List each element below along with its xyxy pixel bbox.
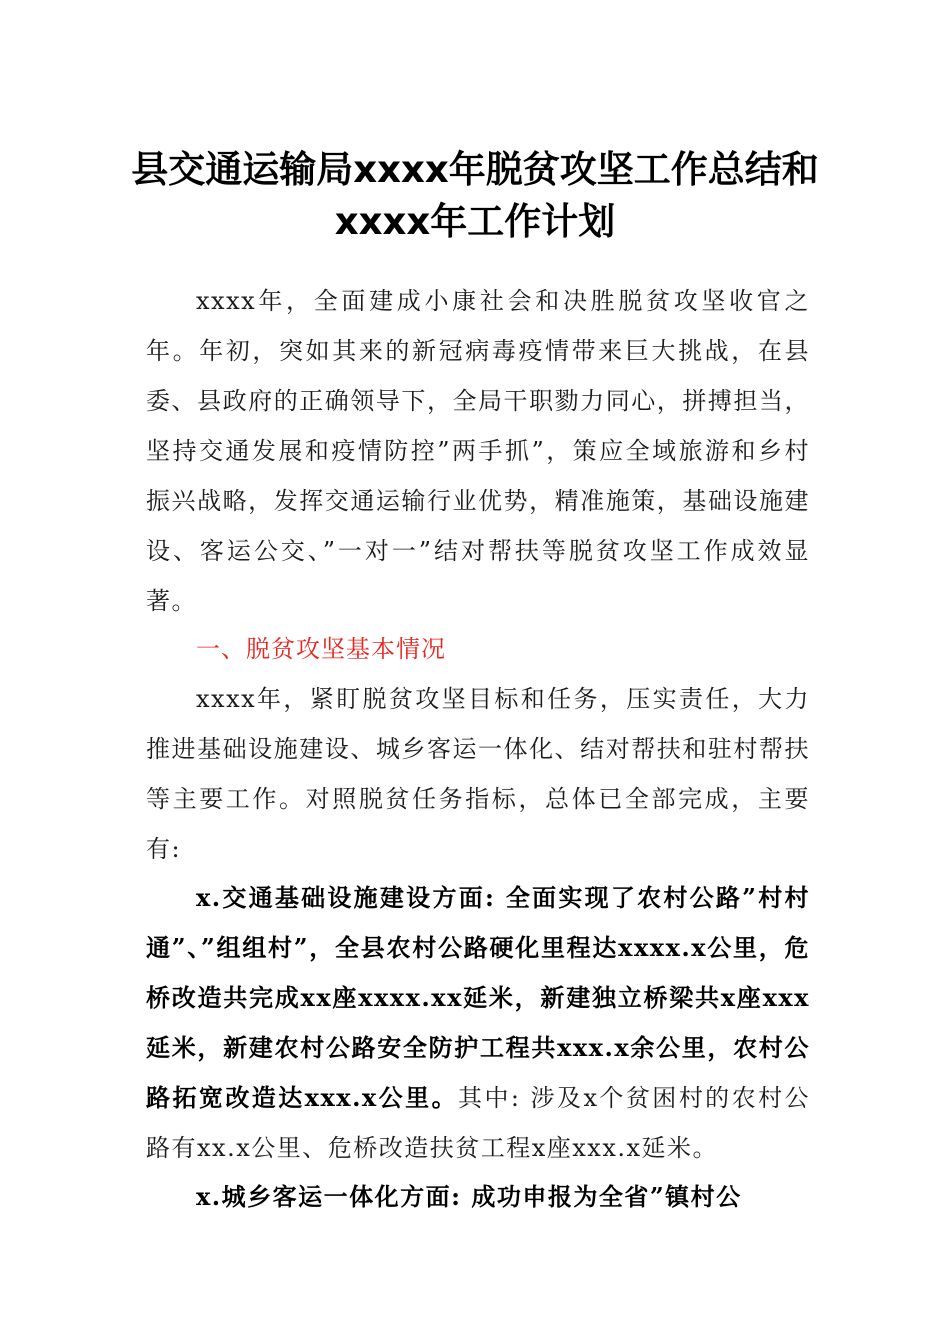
transport-integration-bold-text: x.城乡客运一体化方面: 成功申报为全省”镇村公 xyxy=(196,1182,742,1211)
document-title-line-1: 县交通运输局xxxx年脱贫攻坚工作总结和 xyxy=(131,148,819,191)
section-summary-paragraph: xxxx年，紧盯脱贫攻坚目标和任务，压实责任，大力推进基础设施建设、城乡客运一体化、结对帮扶和驻村帮扶等主要工作。对照脱贫任务指标，总体已全部完成，主要有: xyxy=(146,685,810,863)
infrastructure-paragraph xyxy=(146,873,810,1173)
document-title-line-2: xxxx年工作计划 xyxy=(334,200,616,243)
transport-integration-paragraph xyxy=(146,1172,810,1222)
intro-paragraph: xxxx年，全面建成小康社会和决胜脱贫攻坚收官之年。年初，突如其来的新冠病毒疫情带来巨大挑战，在县委、县政府的正确领导下，全局干职勠力同心，拼搏担当，坚持交通发展和疫情防控”两手抓”，策应全域旅游和乡村振兴战略，发挥交通运输行业优势，精准施策，基础设施建设、客运公交、”一对一”结对帮扶等脱贫攻坚工作成效显著。 xyxy=(146,287,810,615)
section-heading: 一、脱贫攻坚基本情况 xyxy=(196,635,446,663)
infrastructure-bold-text: x.交通基础设施建设方面: 全面实现了农村公路”村村通”、”组组村”，全县农村公路硬化里程达xxxx.x公里，危桥改造共完成xx座xxxx.xx延米，新建独立桥梁共x座xxx延米，新建农村公路安全防护工程共xxx.x余公里，农村公路拓宽改造达xxx.x公里。 xyxy=(146,883,810,1112)
infrastructure-detail-text: 其中: 涉及x个贫困村的农村公路有xx.x公里、危桥改造扶贫工程x座xxx.x延米。 xyxy=(146,1084,811,1162)
